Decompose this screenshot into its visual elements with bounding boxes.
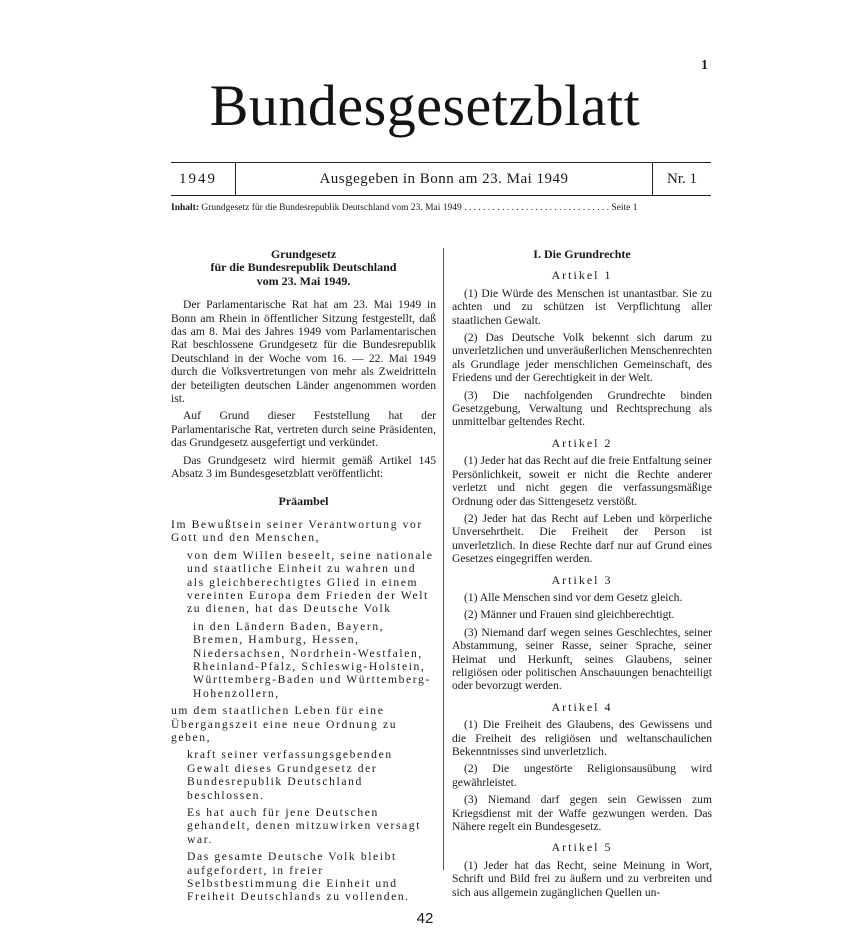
article-paragraph: (3) Die nachfolgenden Grundrechte binden Gesetzgebung, Verwaltung und Rechtsprechung als unmittelbar geltendes Recht. (452, 388, 712, 429)
article-paragraph: (1) Die Würde des Menschen ist unantastbar. Sie zu achten und zu schützen ist Verpflichtung aller staatlichen Gewalt. (452, 286, 712, 327)
issue-number: Nr. 1 (652, 163, 711, 195)
article-heading: Artikel 1 (551, 268, 613, 283)
issue-place-date: Ausgegeben in Bonn am 23. Mai 1949 (319, 170, 569, 187)
article-paragraph: (2) Das Deutsche Volk bekennt sich darum zu unverletzlichen und unveräußerlichen Menschenrechten als Grundlage jeder menschlichen Gemeinschaft, des Friedens und der Gerechtigkeit in der Welt. (452, 331, 712, 385)
preamble-line: um dem staatlichen Leben für eine Übergangszeit eine neue Ordnung zu geben, (171, 704, 398, 744)
article-paragraph: (2) Die ungestörte Religionsausübung wird gewährleistet. (452, 762, 712, 789)
page-mark: 1 (701, 58, 708, 73)
article-paragraph: (1) Die Freiheit des Glaubens, des Gewissens und die Freiheit des religiösen und weltanschaulichen Bekenntnisses sind unverletzlich. (452, 718, 712, 758)
preamble-line: kraft seiner verfassungsgebenden Gewalt dieses Grundgesetz der Bundesrepublik Deutschland beschlossen. (187, 748, 393, 802)
preamble-line: von dem Willen beseelt, seine nationale und staatliche Einheit zu wahren und als gleichberechtigtes Glied in einem vereinten Europa dem Frieden der Welt zu dienen, hat das Deutsche Volk (187, 548, 434, 616)
contents-text: Grundgesetz für die Bundesrepublik Deutschland vom 23. Mai 1949 . . . . . . . . . . . . . . . . . . . . . . . . . . . . . . . Seite 1 (201, 203, 638, 213)
right-column (452, 248, 712, 903)
intro-paragraph: Auf Grund dieser Feststellung hat der Parlamentarische Rat, vertreten durch seine Präsidenten, das Grundgesetz ausgefertigt und verkündet. (171, 409, 436, 450)
masthead-title: Bundesgesetzblatt (209, 73, 641, 138)
law-title: Grundgesetz (270, 247, 337, 261)
article-heading: Artikel 4 (551, 699, 613, 714)
preamble-line: in den Ländern Baden, Bayern, Bremen, Hamburg, Hessen, Niedersachsen, Nordrhein-Westfalen, Rheinland-Pfalz, Schleswig-Holstein, Württemberg-Baden und Württemberg-Hohenzollern, (193, 619, 431, 700)
article-paragraph: (3) Niemand darf wegen seines Geschlechtes, seiner Abstammung, seiner Rasse, seiner Sprache, seiner Heimat und Herkunft, seines Glaubens, seiner religiösen oder politischen Anschauungen benachteiligt oder bevorzugt werden. (452, 625, 712, 693)
contents-label: Inhalt: (171, 203, 199, 213)
section-heading: I. Die Grundrechte (533, 247, 631, 261)
contents-line (171, 203, 711, 213)
article-paragraph: (2) Jeder hat das Recht auf Leben und körperliche Unversehrtheit. Die Freiheit der Person ist unverletzlich. In diese Rechte darf nur auf Grund eines Gesetzes eingegriffen werden. (452, 511, 712, 566)
preamble-heading: Präambel (278, 493, 329, 508)
article-heading: Artikel 2 (551, 435, 613, 450)
intro-paragraph: Das Grundgesetz wird hiermit gemäß Artikel 145 Absatz 3 im Bundesgesetzblatt veröffentlicht: (171, 453, 436, 481)
issue-bar (171, 162, 711, 196)
article-paragraph: (1) Jeder hat das Recht, seine Meinung in Wort, Schrift und Bild frei zu äußern und zu verbreiten und sich aus allgemein zugänglichen Quellen un- (452, 858, 712, 899)
preamble-line: Es hat auch für jene Deutschen gehandelt, denen mitzuwirken versagt war. (187, 806, 422, 846)
article-heading: Artikel 3 (551, 572, 613, 587)
left-column (171, 248, 436, 908)
article-paragraph: (3) Niemand darf gegen sein Gewissen zum Kriegsdienst mit der Waffe gezwungen werden. Das Nähere regelt ein Bundesgesetz. (452, 793, 712, 834)
page-number: 42 (416, 910, 434, 927)
issue-year: 1949 (171, 163, 236, 195)
article-heading: Artikel 5 (551, 840, 613, 855)
law-subtitle: für die Bundesrepublik Deutschland (210, 260, 397, 275)
article-paragraph: (1) Jeder hat das Recht auf die freie Entfaltung seiner Persönlichkeit, soweit er nicht die Rechte anderer verletzt und nicht gegen die verfassungsmäßige Ordnung oder das Sittengesetz verstößt. (452, 454, 712, 508)
preamble-line: Im Bewußtsein seiner Verantwortung vor Gott und den Menschen, (171, 517, 423, 545)
column-divider (443, 248, 444, 870)
intro-paragraph: Der Parlamentarische Rat hat am 23. Mai 1949 in Bonn am Rhein in öffentlicher Sitzung festgestellt, daß das am 8. Mai des Jahres 1949 vom Parlamentarischen Rat beschlossene Grundgesetz für die Bundesrepublik Deutschland in der Woche vom 16. — 22. Mai 1949 durch die Volksvertretungen von mehr als Zweidritteln der beteiligten deutschen Länder angenommen worden ist. (171, 298, 436, 406)
article-paragraph: (1) Alle Menschen sind vor dem Gesetz gleich. (464, 590, 683, 604)
preamble-line: Das gesamte Deutsche Volk bleibt aufgefordert, in freier Selbstbestimmung die Einheit und Freiheit Deutschlands zu vollenden. (187, 850, 410, 904)
law-date: vom 23. Mai 1949. (256, 273, 351, 288)
article-paragraph: (2) Männer und Frauen sind gleichberechtigt. (464, 608, 675, 622)
